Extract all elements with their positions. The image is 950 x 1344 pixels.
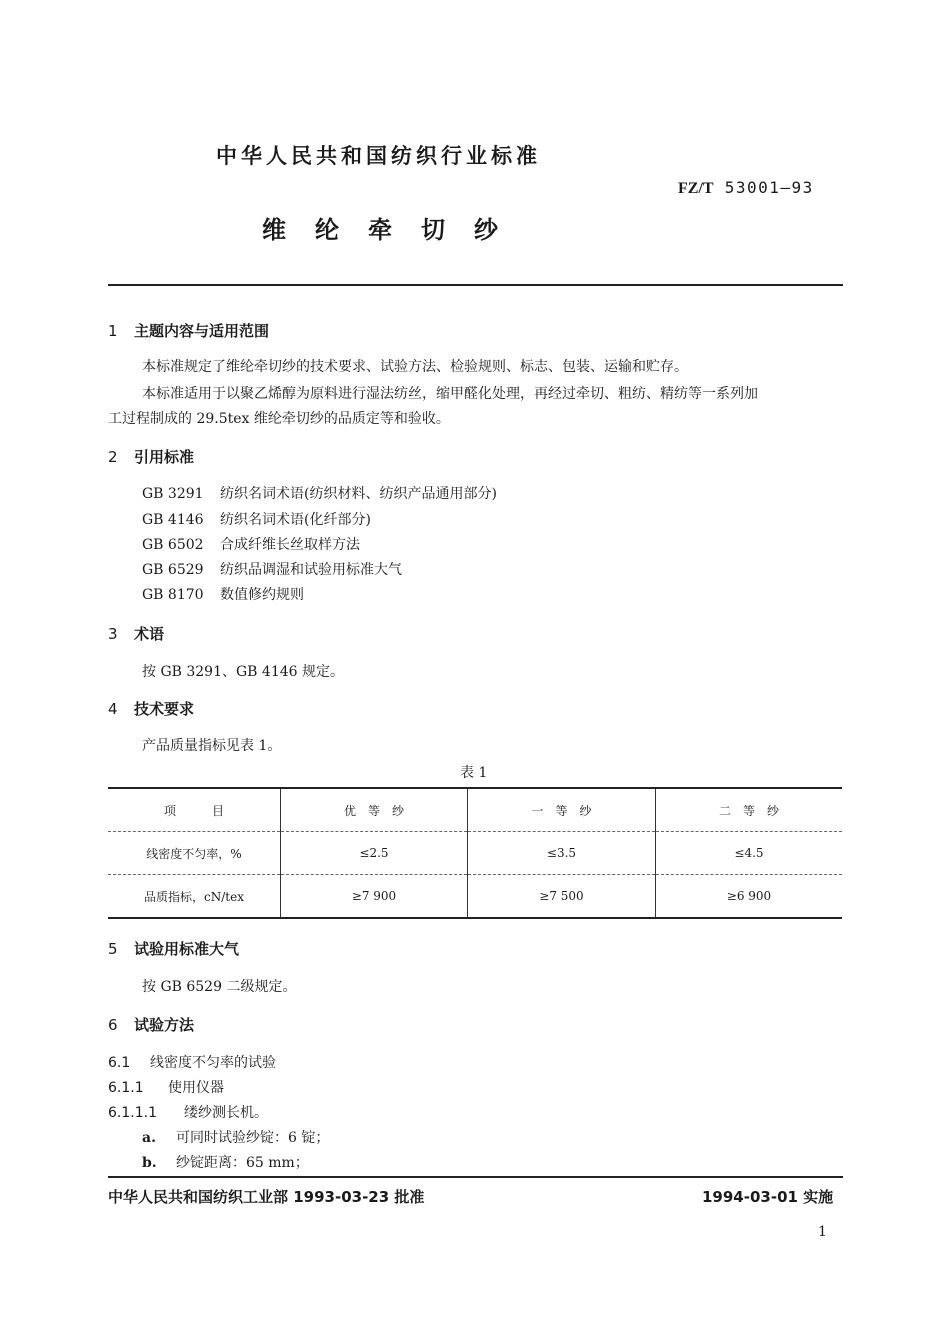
reference-code: GB 4146 [142,512,204,528]
section-number: 1 [108,322,118,340]
section-title: 试验方法 [134,1016,195,1034]
table-cell: ≤2.5 [281,832,468,875]
section-number: 2 [108,448,118,466]
subsection-6-1-1 [108,1077,224,1097]
table-header-cell: 二 等 纱 [656,788,843,832]
section-1-paragraph-2: 本标准适用于以聚乙烯醇为原料进行湿法纺丝，缩甲醛化处理，再经过牵切、粗纺、精纺等一系列加 [142,386,758,402]
section-2-heading [108,446,194,467]
subsection-6-1-1-1 [108,1102,268,1122]
subsection-title: 使用仪器 [168,1080,224,1096]
reference-name: 数值修约规则 [220,587,304,603]
approval-line: 中华人民共和国纺织工业部 1993-03-23 批准 [108,1188,425,1206]
table-cell: ≤3.5 [468,832,656,875]
reference-item [142,534,360,554]
list-text: 可同时试验纱锭：6 锭； [176,1130,330,1146]
issuing-body-heading: 中华人民共和国纺织行业标准 [216,144,541,168]
subsection-number: 6.1.1.1 [108,1105,157,1121]
list-item [142,1152,309,1172]
reference-code: GB 6502 [142,537,204,553]
subsection-6-1 [108,1052,276,1072]
reference-item [142,559,402,579]
reference-code: GB 8170 [142,587,204,603]
table-header-cell: 优 等 纱 [281,788,468,832]
section-5-paragraph: 按 GB 6529 二级规定。 [142,979,297,995]
subsection-title: 缕纱测长机。 [184,1105,268,1121]
section-title: 技术要求 [134,700,195,718]
section-1-paragraph-1: 本标准规定了维纶牵切纱的技术要求、试验方法、检验规则、标志、包装、运输和贮存。 [142,359,688,375]
section-3-paragraph: 按 GB 3291、GB 4146 规定。 [142,664,345,680]
section-number: 3 [108,625,118,643]
table-cell: ≥7 500 [468,875,656,919]
table-cell: ≤4.5 [656,832,843,875]
table-cell: ≥6 900 [656,875,843,919]
section-number: 6 [108,1016,118,1034]
standard-number [678,178,814,198]
section-title: 术语 [134,625,165,643]
section-title: 引用标准 [134,448,195,466]
list-item [142,1127,329,1147]
table-header-row [108,788,842,832]
table-caption: 表 1 [460,765,488,781]
reference-name: 纺织名词术语(纺织材料、纺织产品通用部分) [220,486,497,502]
section-5-heading [108,938,239,959]
reference-item [142,509,371,529]
reference-code: GB 6529 [142,562,204,578]
subsection-title: 线密度不匀率的试验 [150,1055,276,1071]
table-header-cell: 一 等 纱 [468,788,656,832]
quality-table [108,787,842,919]
reference-item [142,584,304,604]
page-number: 1 [818,1224,827,1240]
footer-divider [108,1176,843,1178]
section-title: 试验用标准大气 [134,940,240,958]
section-4-heading [108,698,194,719]
reference-name: 合成纤维长丝取样方法 [220,537,360,553]
list-text: 纱锭距离：65 mm； [176,1155,309,1171]
section-number: 5 [108,940,118,958]
header-divider [108,284,843,286]
list-label: b. [142,1155,157,1171]
section-3-heading [108,623,164,644]
table-header-cell: 项 目 [108,788,281,832]
list-label: a. [142,1130,156,1146]
table-row [108,875,842,919]
section-number: 4 [108,700,118,718]
table-cell: ≥7 900 [281,875,468,919]
reference-name: 纺织名词术语(化纤部分) [220,512,371,528]
section-6-heading [108,1014,194,1035]
table-row [108,832,842,875]
section-title: 主题内容与适用范围 [134,322,270,340]
document-title: 维纶牵切纱 [262,216,527,244]
subsection-number: 6.1.1 [108,1080,144,1096]
standard-code: 53001—93 [724,178,814,197]
reference-name: 纺织品调湿和试验用标准大气 [220,562,402,578]
effective-date: 1994-03-01 实施 [702,1188,834,1206]
reference-item [142,483,497,503]
reference-code: GB 3291 [142,486,204,502]
table-cell: 品质指标，cN/tex [108,875,281,919]
standard-prefix: FZ/T [678,180,714,197]
table-cell: 线密度不匀率，% [108,832,281,875]
section-1-heading [108,320,269,341]
section-4-paragraph: 产品质量指标见表 1。 [142,738,282,754]
subsection-number: 6.1 [108,1055,131,1071]
section-1-paragraph-2-cont: 工过程制成的 29.5tex 维纶牵切纱的品质定等和验收。 [108,411,450,427]
